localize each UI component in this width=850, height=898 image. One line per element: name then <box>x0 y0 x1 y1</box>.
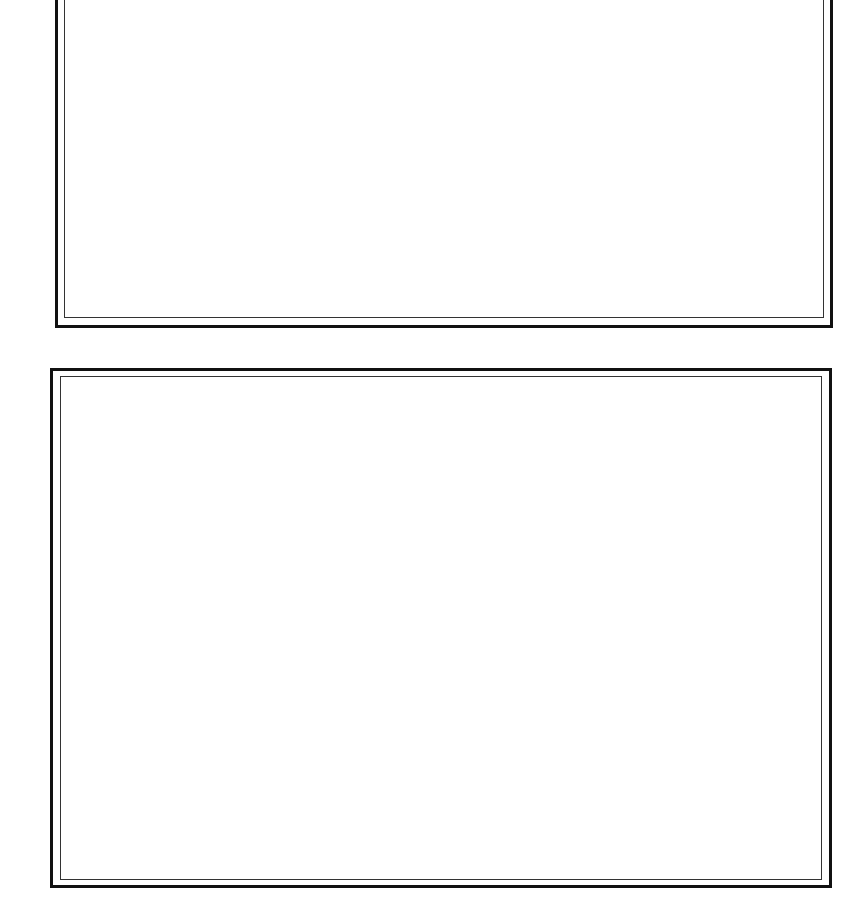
top-page <box>0 0 850 340</box>
bottom-page-inner-border <box>60 376 822 880</box>
bottom-page <box>0 360 850 890</box>
top-page-inner-border <box>64 0 824 318</box>
